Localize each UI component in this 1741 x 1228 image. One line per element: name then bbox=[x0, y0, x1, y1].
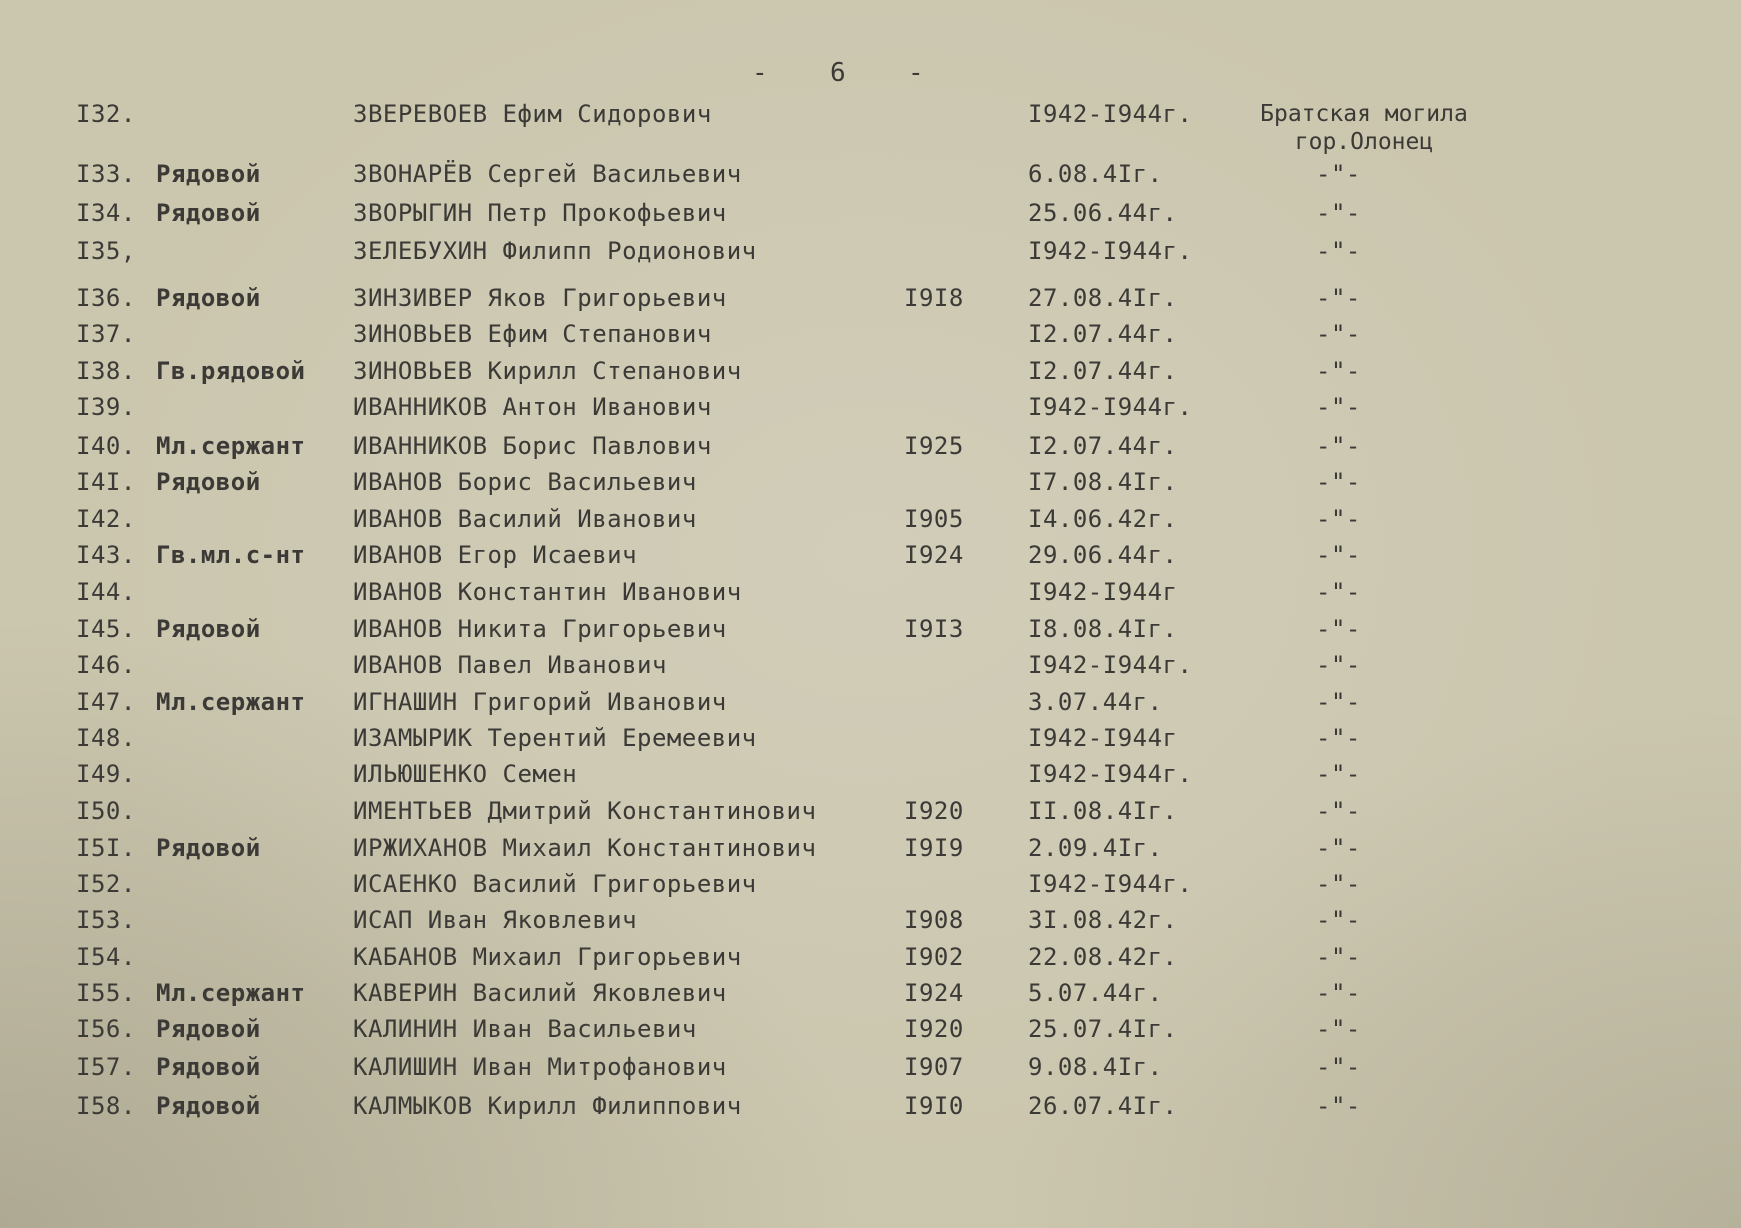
record-death-date: I2.07.44г. bbox=[1028, 320, 1178, 348]
record-birth-year: I9I8 bbox=[904, 284, 964, 312]
record-number: I40. bbox=[76, 432, 136, 460]
record-burial-place: -"- bbox=[1316, 432, 1361, 460]
record-row bbox=[0, 237, 1741, 267]
record-burial-place: -"- bbox=[1316, 284, 1361, 312]
record-name: КАЛМЫКОВ Кирилл Филиппович bbox=[353, 1092, 742, 1120]
record-death-date: I942-I944г. bbox=[1028, 393, 1193, 421]
record-name: ЗИНОВЬЕВ Ефим Степанович bbox=[353, 320, 712, 348]
record-number: I49. bbox=[76, 760, 136, 788]
page-number: 6 bbox=[830, 58, 846, 88]
record-death-date: 6.08.4Iг. bbox=[1028, 160, 1163, 188]
record-burial-place: -"- bbox=[1316, 834, 1361, 862]
record-name: ЗВЕРЕВОЕВ Ефим Сидорович bbox=[353, 100, 712, 128]
record-birth-year: I907 bbox=[904, 1053, 964, 1081]
record-name: ЗВОРЫГИН Петр Прокофьевич bbox=[353, 199, 727, 227]
record-death-date: 27.08.4Iг. bbox=[1028, 284, 1178, 312]
record-number: I54. bbox=[76, 943, 136, 971]
record-birth-year: I905 bbox=[904, 505, 964, 533]
record-death-date: I2.07.44г. bbox=[1028, 432, 1178, 460]
record-burial-place: -"- bbox=[1316, 199, 1361, 227]
record-death-date: 2.09.4Iг. bbox=[1028, 834, 1163, 862]
record-number: I4I. bbox=[76, 468, 136, 496]
record-birth-year: I924 bbox=[904, 541, 964, 569]
record-burial-place: -"- bbox=[1316, 979, 1361, 1007]
record-number: I56. bbox=[76, 1015, 136, 1043]
record-burial-place: -"- bbox=[1316, 160, 1361, 188]
record-rank: Мл.сержант bbox=[156, 979, 306, 1007]
record-death-date: I942-I944г. bbox=[1028, 870, 1193, 898]
record-number: I50. bbox=[76, 797, 136, 825]
record-row bbox=[0, 906, 1741, 936]
record-death-date: I7.08.4Iг. bbox=[1028, 468, 1178, 496]
record-rank: Рядовой bbox=[156, 468, 261, 496]
record-birth-year: I9I0 bbox=[904, 1092, 964, 1120]
record-number: I45. bbox=[76, 615, 136, 643]
record-row bbox=[0, 357, 1741, 387]
record-burial-place: -"- bbox=[1316, 688, 1361, 716]
record-row bbox=[0, 100, 1741, 130]
record-number: I52. bbox=[76, 870, 136, 898]
record-row bbox=[0, 615, 1741, 645]
record-death-date: 3I.08.42г. bbox=[1028, 906, 1178, 934]
record-number: I33. bbox=[76, 160, 136, 188]
record-burial-place: -"- bbox=[1316, 505, 1361, 533]
record-name: ИРЖИХАНОВ Михаил Константинович bbox=[353, 834, 817, 862]
record-death-date: I4.06.42г. bbox=[1028, 505, 1178, 533]
record-rank: Мл.сержант bbox=[156, 688, 306, 716]
record-rank: Рядовой bbox=[156, 615, 261, 643]
page-dash-right: - bbox=[908, 58, 924, 88]
record-death-date: 29.06.44г. bbox=[1028, 541, 1178, 569]
record-row bbox=[0, 834, 1741, 864]
record-burial-place: -"- bbox=[1316, 237, 1361, 265]
record-death-date: I942-I944г. bbox=[1028, 237, 1193, 265]
record-birth-year: I924 bbox=[904, 979, 964, 1007]
record-death-date: I942-I944г. bbox=[1028, 100, 1193, 128]
record-birth-year: I9I3 bbox=[904, 615, 964, 643]
record-burial-place: -"- bbox=[1316, 760, 1361, 788]
record-rank: Рядовой bbox=[156, 1053, 261, 1081]
record-name: ИЛЬЮШЕНКО Семен bbox=[353, 760, 578, 788]
record-name: ЗИНОВЬЕВ Кирилл Степанович bbox=[353, 357, 742, 385]
record-row bbox=[0, 468, 1741, 498]
record-name: ИВАНОВ Василий Иванович bbox=[353, 505, 697, 533]
record-death-date: 25.06.44г. bbox=[1028, 199, 1178, 227]
record-death-date: I942-I944г. bbox=[1028, 651, 1193, 679]
record-death-date: 3.07.44г. bbox=[1028, 688, 1163, 716]
record-name: ИМЕНТЬЕВ Дмитрий Константинович bbox=[353, 797, 817, 825]
record-number: I55. bbox=[76, 979, 136, 1007]
record-name: ИЗАМЫРИК Терентий Еремеевич bbox=[353, 724, 757, 752]
record-death-date: 5.07.44г. bbox=[1028, 979, 1163, 1007]
record-birth-year: I920 bbox=[904, 797, 964, 825]
record-row bbox=[0, 797, 1741, 827]
record-birth-year: I920 bbox=[904, 1015, 964, 1043]
record-burial-place: -"- bbox=[1316, 357, 1361, 385]
record-death-date: I8.08.4Iг. bbox=[1028, 615, 1178, 643]
record-number: I42. bbox=[76, 505, 136, 533]
record-birth-year: I9I9 bbox=[904, 834, 964, 862]
record-row bbox=[0, 1053, 1741, 1083]
record-death-date: I942-I944г. bbox=[1028, 760, 1193, 788]
record-row bbox=[0, 1092, 1741, 1122]
record-rank: Мл.сержант bbox=[156, 432, 306, 460]
record-row bbox=[0, 160, 1741, 190]
record-row bbox=[0, 320, 1741, 350]
record-rank: Гв.рядовой bbox=[156, 357, 306, 385]
record-death-date: 25.07.4Iг. bbox=[1028, 1015, 1178, 1043]
record-name: ИВАНОВ Константин Иванович bbox=[353, 578, 742, 606]
record-birth-year: I908 bbox=[904, 906, 964, 934]
record-number: I57. bbox=[76, 1053, 136, 1081]
record-name: ИСАП Иван Яковлевич bbox=[353, 906, 638, 934]
record-number: I36. bbox=[76, 284, 136, 312]
record-death-date: 9.08.4Iг. bbox=[1028, 1053, 1163, 1081]
record-burial-place: -"- bbox=[1316, 615, 1361, 643]
record-burial-place: -"- bbox=[1316, 651, 1361, 679]
record-number: I43. bbox=[76, 541, 136, 569]
record-row bbox=[0, 651, 1741, 681]
record-name: ИВАНОВ Борис Васильевич bbox=[353, 468, 697, 496]
record-birth-year: I902 bbox=[904, 943, 964, 971]
record-row bbox=[0, 541, 1741, 571]
record-burial-place: -"- bbox=[1316, 1053, 1361, 1081]
record-burial-place: -"- bbox=[1316, 393, 1361, 421]
record-name: КАЛИШИН Иван Митрофанович bbox=[353, 1053, 727, 1081]
record-number: I48. bbox=[76, 724, 136, 752]
record-row bbox=[0, 199, 1741, 229]
record-burial-place: -"- bbox=[1316, 468, 1361, 496]
record-name: ИГНАШИН Григорий Иванович bbox=[353, 688, 727, 716]
record-row bbox=[0, 284, 1741, 314]
record-burial-place: -"- bbox=[1316, 797, 1361, 825]
record-death-date: I942-I944г bbox=[1028, 724, 1178, 752]
record-burial-place: -"- bbox=[1316, 1092, 1361, 1120]
record-burial-place: -"- bbox=[1316, 320, 1361, 348]
record-name: ИВАНОВ Павел Иванович bbox=[353, 651, 667, 679]
record-number: I46. bbox=[76, 651, 136, 679]
page-dash-left: - bbox=[752, 58, 768, 88]
record-rank: Рядовой bbox=[156, 160, 261, 188]
record-row bbox=[0, 979, 1741, 1009]
record-number: I53. bbox=[76, 906, 136, 934]
record-name: ЗВОНАРЁВ Сергей Васильевич bbox=[353, 160, 742, 188]
record-burial-place: -"- bbox=[1316, 1015, 1361, 1043]
record-burial-place: -"- bbox=[1316, 943, 1361, 971]
record-row bbox=[0, 943, 1741, 973]
record-rank: Рядовой bbox=[156, 1092, 261, 1120]
record-burial-place: -"- bbox=[1316, 541, 1361, 569]
record-rank: Рядовой bbox=[156, 1015, 261, 1043]
record-burial-place: -"- bbox=[1316, 724, 1361, 752]
record-number: I34. bbox=[76, 199, 136, 227]
record-death-date: II.08.4Iг. bbox=[1028, 797, 1178, 825]
record-name: ИВАНОВ Егор Исаевич bbox=[353, 541, 638, 569]
record-rank: Рядовой bbox=[156, 284, 261, 312]
record-row bbox=[0, 870, 1741, 900]
record-number: I47. bbox=[76, 688, 136, 716]
record-number: I44. bbox=[76, 578, 136, 606]
record-death-date: 26.07.4Iг. bbox=[1028, 1092, 1178, 1120]
record-death-date: 22.08.42г. bbox=[1028, 943, 1178, 971]
record-number: I38. bbox=[76, 357, 136, 385]
record-rank: Рядовой bbox=[156, 834, 261, 862]
record-number: I32. bbox=[76, 100, 136, 128]
burial-place-line-2: гор.Олонец bbox=[1294, 129, 1434, 155]
record-row bbox=[0, 1015, 1741, 1045]
record-row bbox=[0, 760, 1741, 790]
record-name: ЗИНЗИВЕР Яков Григорьевич bbox=[353, 284, 727, 312]
record-number: I37. bbox=[76, 320, 136, 348]
record-row bbox=[0, 505, 1741, 535]
record-birth-year: I925 bbox=[904, 432, 964, 460]
burial-place-line-1: Братская могила bbox=[1260, 101, 1468, 127]
record-number: I58. bbox=[76, 1092, 136, 1120]
record-number: I5I. bbox=[76, 834, 136, 862]
record-name: ИВАННИКОВ Антон Иванович bbox=[353, 393, 712, 421]
record-death-date: I942-I944г bbox=[1028, 578, 1178, 606]
record-name: ЗЕЛЕБУХИН Филипп Родионович bbox=[353, 237, 757, 265]
record-row bbox=[0, 724, 1741, 754]
record-row bbox=[0, 688, 1741, 718]
record-name: КАБАНОВ Михаил Григорьевич bbox=[353, 943, 742, 971]
record-name: ИВАНОВ Никита Григорьевич bbox=[353, 615, 727, 643]
record-name: КАЛИНИН Иван Васильевич bbox=[353, 1015, 697, 1043]
record-burial-place: -"- bbox=[1316, 906, 1361, 934]
record-name: КАВЕРИН Василий Яковлевич bbox=[353, 979, 727, 1007]
record-row bbox=[0, 432, 1741, 462]
record-rank: Рядовой bbox=[156, 199, 261, 227]
record-burial-place: -"- bbox=[1316, 578, 1361, 606]
record-name: ИСАЕНКО Василий Григорьевич bbox=[353, 870, 757, 898]
record-burial-place: -"- bbox=[1316, 870, 1361, 898]
record-row bbox=[0, 578, 1741, 608]
record-row bbox=[0, 393, 1741, 423]
record-number: I35, bbox=[76, 237, 136, 265]
record-death-date: I2.07.44г. bbox=[1028, 357, 1178, 385]
record-rank: Гв.мл.с-нт bbox=[156, 541, 306, 569]
record-number: I39. bbox=[76, 393, 136, 421]
record-name: ИВАННИКОВ Борис Павлович bbox=[353, 432, 712, 460]
